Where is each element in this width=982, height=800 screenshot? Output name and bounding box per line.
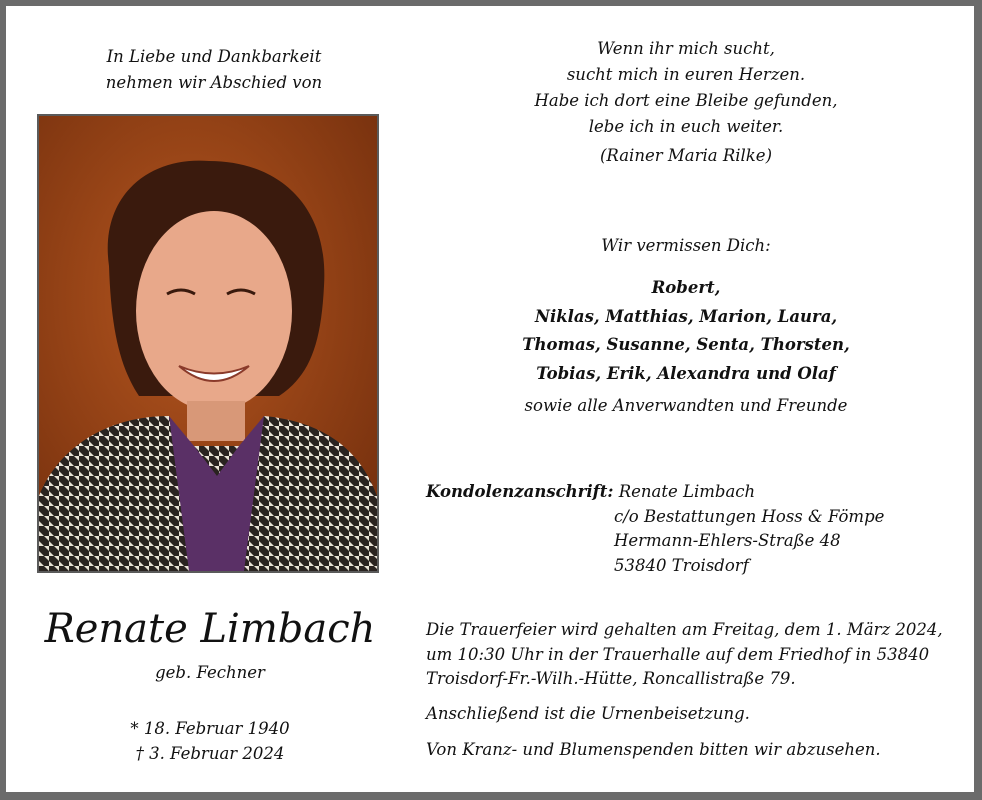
- ceremony-line: Troisdorf-Fr.-Wilh.-Hütte, Roncallistraße 79.: [426, 669, 796, 688]
- poem-line: lebe ich in euch weiter.: [588, 117, 784, 136]
- ceremony-line: Die Trauerfeier wird gehalten am Freitag, dem 1. März 2024,: [426, 620, 943, 639]
- condolence-line: Renate Limbach: [618, 482, 756, 501]
- condolence-label: Kondolenzanschrift:: [426, 482, 614, 501]
- mourners-list: [446, 274, 926, 388]
- flowers-note: Von Kranz- und Blumenspenden bitten wir abzusehen.: [426, 740, 881, 759]
- birth-date: * 18. Februar 1940: [130, 719, 290, 738]
- condolence-line: 53840 Troisdorf: [614, 555, 749, 575]
- mourners-line: Robert,: [651, 278, 721, 297]
- condolence-line: c/o Bestattungen Hoss & Fömpe: [614, 506, 885, 526]
- mourners-line: Niklas, Matthias, Marion, Laura,: [534, 306, 838, 326]
- portrait-photo: [37, 114, 379, 573]
- condolence-line: Hermann-Ehlers-Straße 48: [614, 531, 841, 550]
- mourners-line: Tobias, Erik, Alexandra und Olaf: [536, 363, 836, 383]
- poem-author: (Rainer Maria Rilke): [599, 146, 773, 165]
- intro-line: In Liebe und Dankbarkeit: [106, 47, 322, 66]
- death-date: † 3. Februar 2024: [135, 743, 285, 763]
- poem-line: sucht mich in euren Herzen.: [566, 65, 806, 84]
- ceremony-info: [426, 618, 956, 692]
- urn-note: Anschließend ist die Urnenbeisetzung.: [426, 704, 750, 723]
- birth-name: geb. Fechner: [155, 663, 265, 682]
- condolence-address: [426, 480, 926, 578]
- intro-line: nehmen wir Abschied von: [105, 73, 323, 92]
- poem-line: Wenn ihr mich sucht,: [597, 39, 775, 58]
- miss-heading: Wir vermissen Dich:: [601, 236, 771, 255]
- mourners-line: Thomas, Susanne, Senta, Thorsten,: [522, 335, 850, 354]
- poem: [486, 36, 886, 140]
- poem-line: Habe ich dort eine Bleibe gefunden,: [534, 91, 838, 110]
- deceased-name: Renate Limbach: [44, 606, 376, 652]
- relatives-line: sowie alle Anverwandten und Freunde: [524, 396, 848, 415]
- ceremony-line: um 10:30 Uhr in der Trauerhalle auf dem Friedhof in 53840: [426, 644, 930, 664]
- obituary-card: [6, 6, 974, 792]
- life-dates: [30, 717, 390, 766]
- intro-text: [64, 44, 364, 96]
